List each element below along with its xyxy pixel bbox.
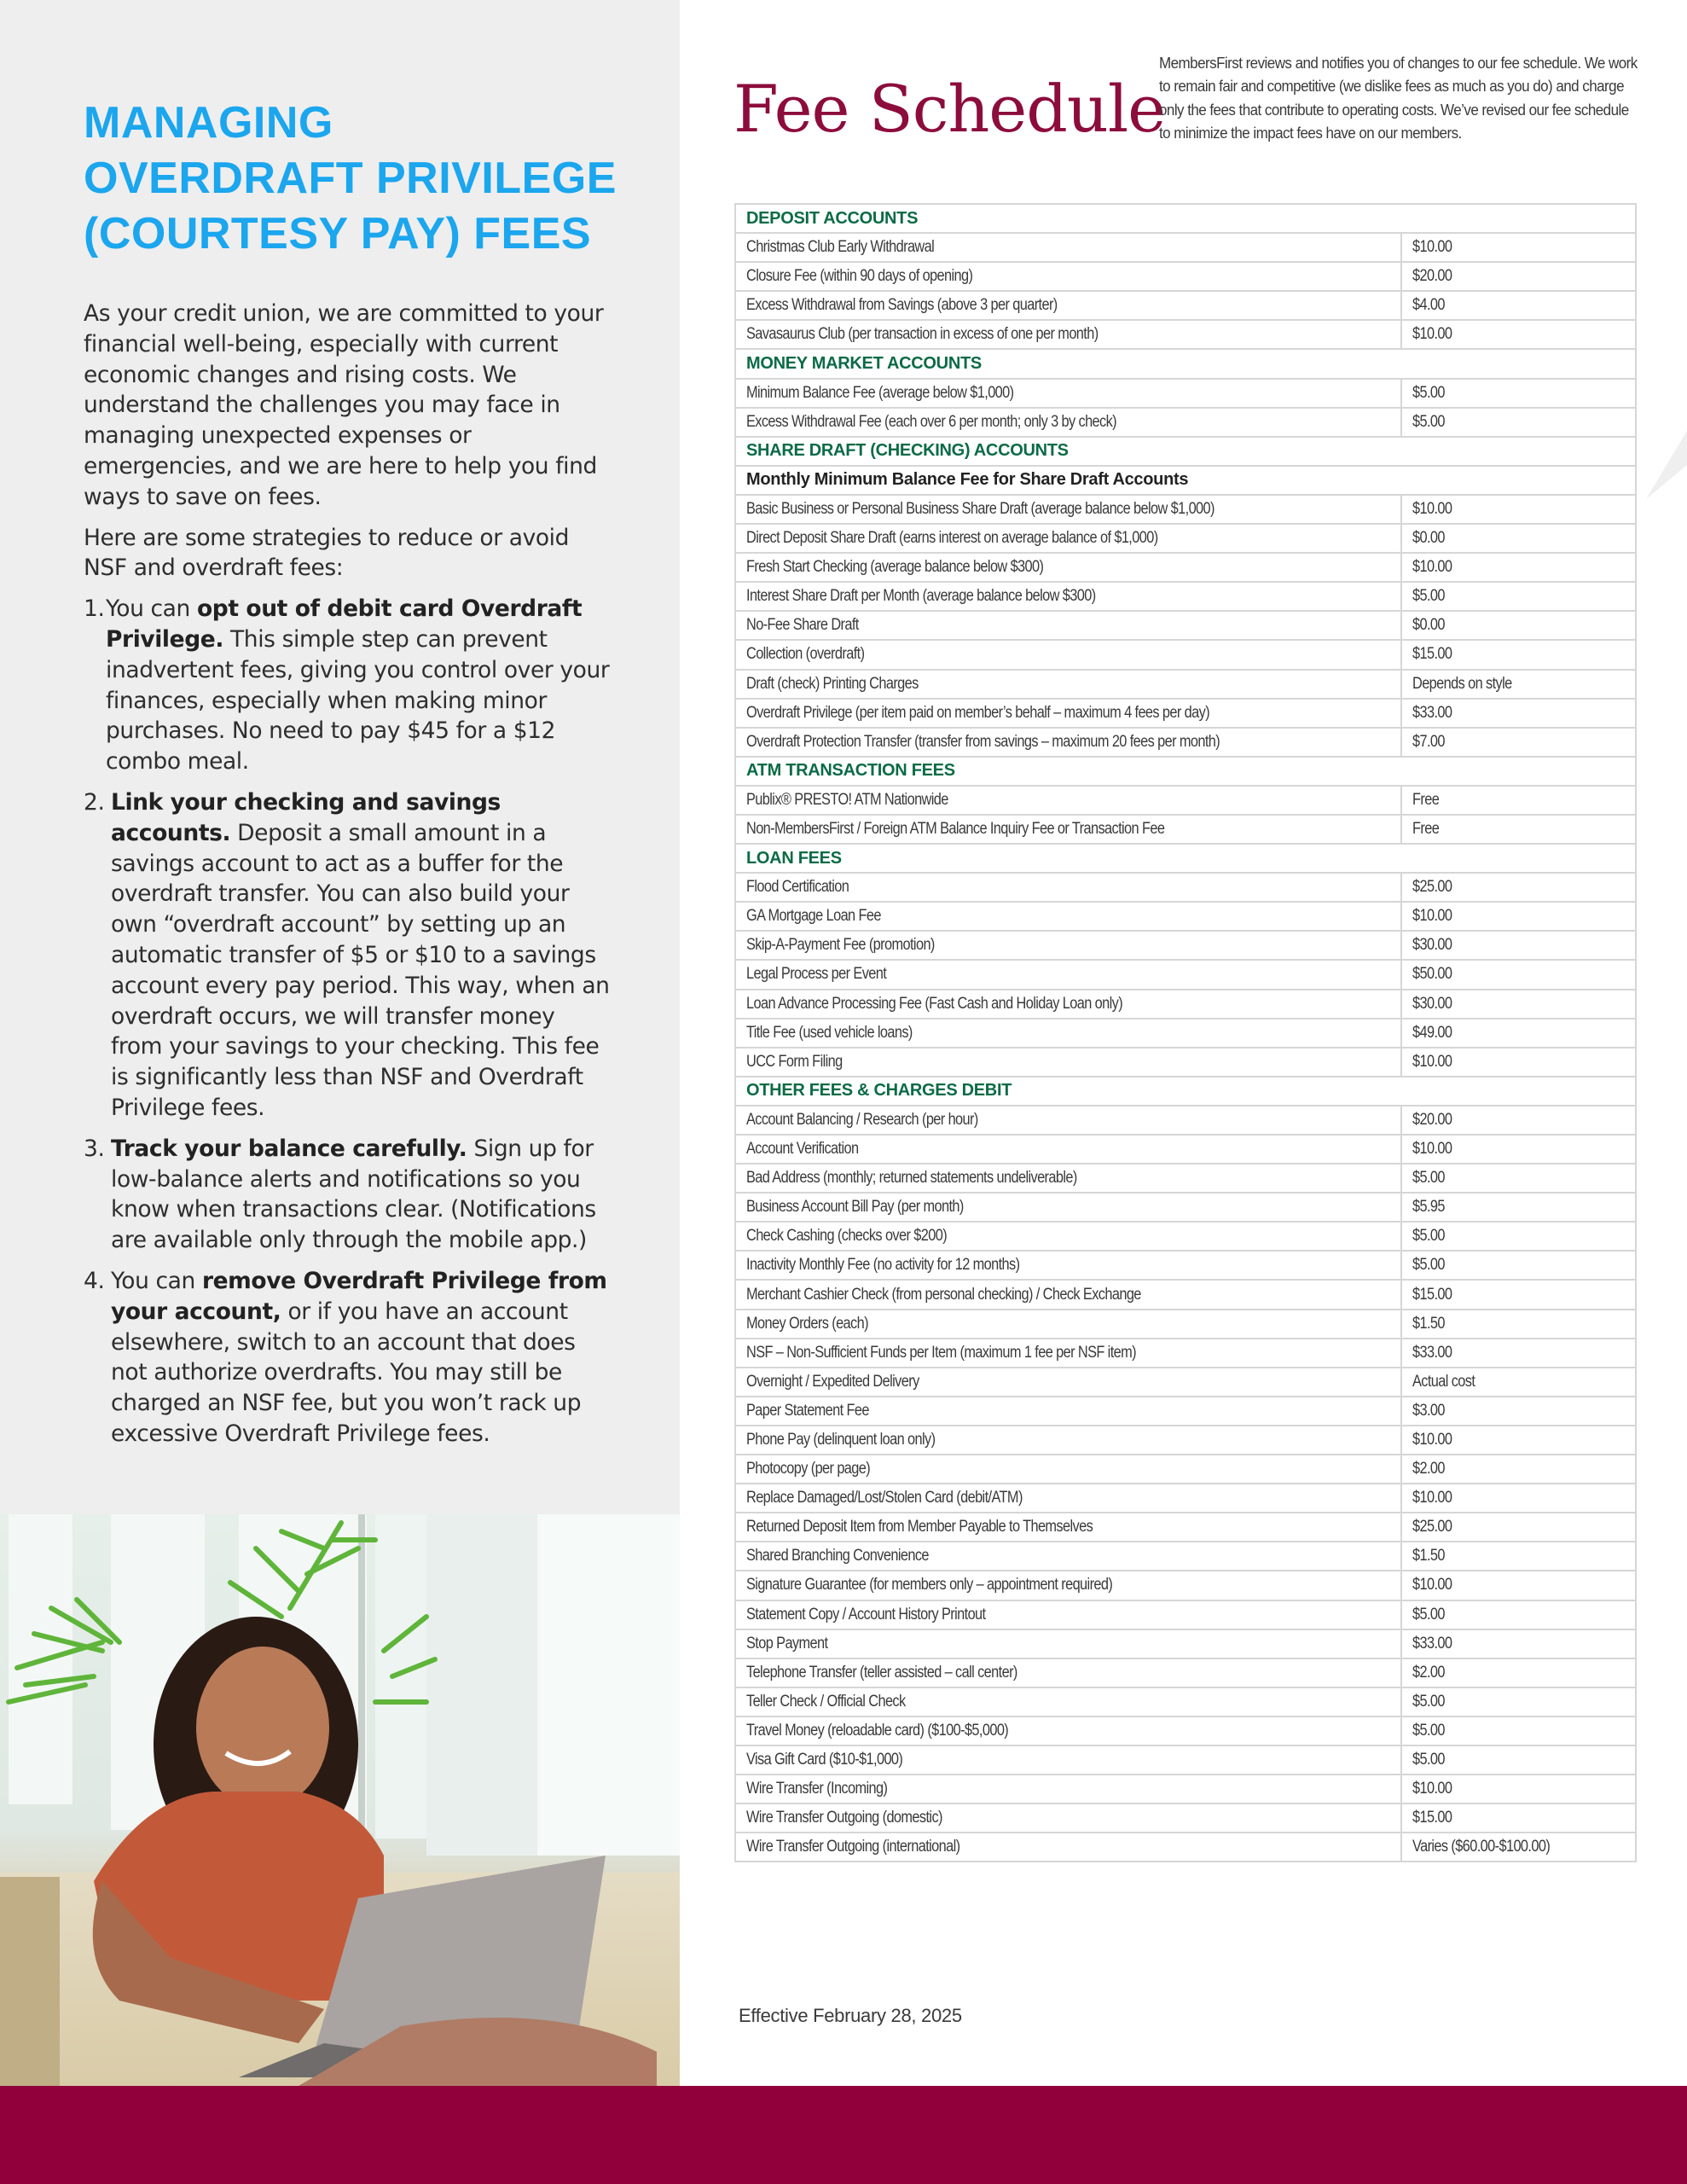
fee-label-cell: [735, 1019, 1401, 1048]
fee-value: $5.00: [1412, 1751, 1446, 1769]
fee-value: $33.00: [1412, 1634, 1452, 1653]
section-heading: LOAN FEES: [735, 844, 1636, 873]
fee-row: [735, 1251, 1636, 1280]
strategy-item: [84, 1134, 612, 1256]
fee-label: Excess Withdrawal from Savings (above 3 per quarter): [746, 296, 1058, 315]
fee-value: $5.00: [1412, 1605, 1446, 1623]
strategies-intro: Here are some strategies to reduce or avoid NSF and overdraft fees:: [84, 524, 570, 582]
strategy-text: or if you have an account elsewhere, switch to an account that does not authorize overdrafts. You may still be charged an NSF fee, but you won’t rack up excessive Overdraft Privilege fees.: [111, 1298, 582, 1447]
fee-value-cell: [1401, 640, 1636, 669]
fee-label: Telephone Transfer (teller assisted – call center): [746, 1663, 1017, 1682]
strategy-highlight: Track your balance carefully.: [111, 1135, 467, 1162]
fee-value-cell: [1401, 582, 1636, 611]
fee-label-cell: [735, 495, 1401, 524]
fee-row: [735, 1484, 1636, 1513]
overdraft-body: [84, 299, 612, 1460]
fee-label-cell: [735, 1280, 1401, 1309]
fee-value: $10.00: [1412, 499, 1452, 518]
fee-label-cell: [735, 873, 1401, 902]
fee-row: [735, 1164, 1636, 1193]
fee-row: [735, 320, 1636, 349]
fee-label: Money Orders (each): [746, 1314, 868, 1333]
fee-label: Non-MembersFirst / Foreign ATM Balance Inquiry Fee or Transaction Fee: [746, 820, 1165, 839]
fee-row: [735, 1804, 1636, 1833]
fee-row: [735, 582, 1636, 611]
fee-label: GA Mortgage Loan Fee: [746, 907, 881, 926]
fee-label: Returned Deposit Item from Member Payable to Themselves: [746, 1518, 1093, 1536]
fee-value-cell: [1401, 1745, 1636, 1774]
fee-value-cell: [1401, 408, 1636, 437]
fee-label: Account Balancing / Research (per hour): [746, 1110, 978, 1129]
fee-row: [735, 1629, 1636, 1658]
fee-value-cell: [1401, 670, 1636, 699]
fee-label: Closure Fee (within 90 days of opening): [746, 267, 973, 286]
fee-value-cell: [1401, 1251, 1636, 1280]
section-header-row: [735, 204, 1636, 233]
fee-schedule-title: Fee Schedule: [733, 71, 1166, 147]
fee-value: $0.00: [1412, 529, 1446, 548]
fee-value: $10.00: [1412, 325, 1452, 344]
fee-value: $20.00: [1412, 267, 1452, 286]
fee-row: [735, 379, 1636, 408]
fee-value-cell: [1401, 1774, 1636, 1804]
fee-value: Actual cost: [1412, 1372, 1475, 1391]
fee-label: No-Fee Share Draft: [746, 616, 859, 635]
fee-row: [735, 902, 1636, 931]
fee-label: Wire Transfer (Incoming): [746, 1780, 888, 1798]
fee-label: Collection (overdraft): [746, 645, 865, 664]
fee-label: Minimum Balance Fee (average below $1,000): [746, 383, 1014, 402]
fee-value-cell: [1401, 1687, 1636, 1716]
fee-row: [735, 1513, 1636, 1542]
fee-label: Photocopy (per page): [746, 1460, 871, 1478]
strategy-highlight: remove Overdraft Privilege from your account,: [111, 1267, 607, 1325]
heading-line: OVERDRAFT PRIVILEGE: [84, 154, 617, 203]
fee-label: Interest Share Draft per Month (average balance below $300): [746, 587, 1096, 606]
fee-value: $30.00: [1412, 936, 1452, 955]
fee-label-cell: [735, 524, 1401, 553]
section-header-row: [735, 844, 1636, 873]
fee-label-cell: [735, 902, 1401, 931]
fee-value: $4.00: [1412, 296, 1446, 315]
fee-label-cell: [735, 1658, 1401, 1687]
fee-schedule-table: [734, 203, 1637, 1862]
fee-label-cell: [735, 262, 1401, 291]
fee-value: $5.00: [1412, 412, 1446, 431]
fee-row: [735, 1833, 1636, 1862]
fee-label-cell: [735, 1600, 1401, 1629]
fee-value: Free: [1412, 790, 1440, 809]
subsection-heading: Monthly Minimum Balance Fee for Share Draft Accounts: [735, 466, 1636, 495]
fee-value: $2.00: [1412, 1663, 1446, 1682]
fee-label-cell: [735, 582, 1401, 611]
fee-row: [735, 1658, 1636, 1687]
fee-row: [735, 524, 1636, 553]
fee-value: $5.95: [1412, 1198, 1446, 1217]
fee-label: Draft (check) Printing Charges: [746, 674, 919, 693]
fee-label-cell: [735, 960, 1401, 989]
fee-label-cell: [735, 233, 1401, 262]
strategy-number: 2.: [84, 788, 105, 816]
fee-value-cell: [1401, 1048, 1636, 1077]
fee-value-cell: [1401, 1397, 1636, 1426]
strategy-prefix: You can: [111, 1267, 202, 1294]
fee-row: [735, 1019, 1636, 1048]
strategy-item: [84, 787, 612, 1124]
fee-value: $10.00: [1412, 1430, 1452, 1449]
fee-row: [735, 611, 1636, 640]
fee-label: Savasaurus Club (per transaction in excess of one per month): [746, 325, 1099, 344]
fee-value-cell: [1401, 1804, 1636, 1833]
fee-label-cell: [735, 1339, 1401, 1368]
fee-label: Stop Payment: [746, 1634, 828, 1653]
fee-row: [735, 1600, 1636, 1629]
fee-row: [735, 1339, 1636, 1368]
fee-value-cell: [1401, 553, 1636, 582]
fee-label: Replace Damaged/Lost/Stolen Card (debit/ATM): [746, 1489, 1023, 1507]
fee-label-cell: [735, 670, 1401, 699]
fee-label: Inactivity Monthly Fee (no activity for 12 months): [746, 1256, 1020, 1275]
fee-value: $10.00: [1412, 558, 1452, 577]
intro-paragraph: As your credit union, we are committed to your financial well-being, especially with current economic changes and rising costs. We understand the challenges you may face in managing unexpected expenses or emergencies, and we are here to help you find ways to save on fees.: [84, 300, 604, 510]
footer-band: [0, 2086, 1687, 2184]
fee-label: Christmas Club Early Withdrawal: [746, 238, 935, 257]
fee-label: Account Verification: [746, 1140, 859, 1159]
fee-row: [735, 1368, 1636, 1397]
fee-row: [735, 960, 1636, 989]
fee-row: [735, 1193, 1636, 1222]
fee-row: [735, 1745, 1636, 1774]
fee-label: UCC Form Filing: [746, 1052, 843, 1071]
fee-label-cell: [735, 1397, 1401, 1426]
fee-value: $49.00: [1412, 1023, 1452, 1042]
fee-label-cell: [735, 1426, 1401, 1455]
fee-value-cell: [1401, 1222, 1636, 1251]
fee-value: $10.00: [1412, 907, 1452, 926]
fee-label-cell: [735, 1455, 1401, 1484]
fee-row: [735, 786, 1636, 815]
fee-label: Skip-A-Payment Fee (promotion): [746, 936, 935, 955]
fee-label: Wire Transfer Outgoing (domestic): [746, 1809, 942, 1827]
fee-row: [735, 408, 1636, 437]
fee-label: Travel Money (reloadable card) ($100-$5,000): [746, 1721, 1009, 1740]
subsection-header-row: [735, 466, 1636, 495]
fee-value-cell: [1401, 1164, 1636, 1193]
fee-schedule-intro: MembersFirst reviews and notifies you of changes to our fee schedule. We work to remain fair and competitive (we dislike fees as much as you do) and charge only the fees that contribute to operating costs. We’ve revised our fee schedule to minimize the impact fees have on our members.: [1159, 54, 1638, 142]
fee-label: Check Cashing (checks over $200): [746, 1227, 948, 1246]
section-heading: ATM TRANSACTION FEES: [735, 757, 1636, 786]
fee-label: Business Account Bill Pay (per month): [746, 1198, 964, 1217]
fee-row: [735, 262, 1636, 291]
fee-value-cell: [1401, 902, 1636, 931]
fee-value-cell: [1401, 1368, 1636, 1397]
fee-label-cell: [735, 1687, 1401, 1716]
fee-label-cell: [735, 1513, 1401, 1542]
fee-label: NSF – Non-Sufficient Funds per Item (maximum 1 fee per NSF item): [746, 1343, 1136, 1362]
fee-row: [735, 1571, 1636, 1600]
fee-value-cell: [1401, 524, 1636, 553]
woman-figure: [43, 1600, 657, 2086]
fee-value: $5.00: [1412, 383, 1446, 402]
strategy-prefix: You can: [106, 595, 197, 623]
fee-value-cell: [1401, 1629, 1636, 1658]
decorative-triangle-icon: [1646, 431, 1687, 499]
fee-value: $33.00: [1412, 703, 1452, 722]
fee-value-cell: [1401, 1280, 1636, 1309]
fee-label-cell: [735, 1833, 1401, 1862]
fee-label-cell: [735, 1484, 1401, 1513]
fee-value-cell: [1401, 262, 1636, 291]
fee-label: Teller Check / Official Check: [746, 1692, 906, 1711]
fee-value: $10.00: [1412, 1489, 1452, 1507]
fee-label-cell: [735, 1716, 1401, 1745]
fee-label-cell: [735, 699, 1401, 728]
left-panel: [0, 0, 680, 1514]
fee-label-cell: [735, 1804, 1401, 1833]
fee-value: $10.00: [1412, 1576, 1452, 1594]
section-header-row: [735, 437, 1636, 466]
fee-row: [735, 931, 1636, 960]
fee-label-cell: [735, 1193, 1401, 1222]
section-heading: MONEY MARKET ACCOUNTS: [735, 349, 1636, 378]
fee-label-cell: [735, 1629, 1401, 1658]
fee-value: $5.00: [1412, 1169, 1446, 1188]
fee-value-cell: [1401, 1193, 1636, 1222]
fee-row: [735, 1135, 1636, 1164]
fee-value: $1.50: [1412, 1314, 1446, 1333]
fee-row: [735, 728, 1636, 757]
fee-label-cell: [735, 1368, 1401, 1397]
fee-value-cell: [1401, 815, 1636, 844]
fee-row: [735, 815, 1636, 844]
fee-label-cell: [735, 1106, 1401, 1135]
heading-line: MANAGING: [84, 98, 333, 148]
fee-row: [735, 553, 1636, 582]
fee-row: [735, 990, 1636, 1019]
fee-label: Title Fee (used vehicle loans): [746, 1023, 913, 1042]
fee-value: $15.00: [1412, 645, 1452, 664]
fee-row: [735, 1106, 1636, 1135]
fee-label: Basic Business or Personal Business Share Draft (average balance below $1,000): [746, 499, 1215, 518]
fee-value: $1.50: [1412, 1547, 1446, 1565]
fee-value-cell: [1401, 1716, 1636, 1745]
fee-label-cell: [735, 1222, 1401, 1251]
section-heading: DEPOSIT ACCOUNTS: [735, 204, 1636, 233]
fee-label-cell: [735, 379, 1401, 408]
fee-row: [735, 1716, 1636, 1745]
fee-label: Bad Address (monthly; returned statements undeliverable): [746, 1169, 1077, 1188]
fee-value: $30.00: [1412, 994, 1452, 1013]
fee-value-cell: [1401, 320, 1636, 349]
fee-label: Shared Branching Convenience: [746, 1547, 929, 1565]
fee-value: $5.00: [1412, 1721, 1446, 1740]
fee-row: [735, 1310, 1636, 1339]
fee-label: Statement Copy / Account History Printout: [746, 1605, 986, 1623]
fee-value: $15.00: [1412, 1809, 1452, 1827]
fee-label-cell: [735, 1251, 1401, 1280]
section-header-row: [735, 1077, 1636, 1106]
fee-label: Overdraft Privilege (per item paid on member’s behalf – maximum 4 fees per day): [746, 703, 1210, 722]
fee-value-cell: [1401, 1600, 1636, 1629]
fee-value: $0.00: [1412, 616, 1446, 635]
strategy-text: This simple step can prevent inadvertent fees, giving you control over your finances, especially when making minor purchases. No need to pay $45 for a $12 combo meal.: [106, 625, 610, 775]
fee-label-cell: [735, 1774, 1401, 1804]
fee-row: [735, 640, 1636, 669]
fee-label: Overnight / Expedited Delivery: [746, 1372, 919, 1391]
strategy-text: Deposit a small amount in a savings account to act as a buffer for the overdraft transfer. You can also build your own “overdraft account” by setting up an automatic transfer of $5 or $10 to a savings account every pay period. This way, when an overdraft occurs, we will transfer money from your savings to your checking. This fee is significantly less than NSF and Overdraft Privilege fees.: [111, 819, 610, 1121]
fee-label-cell: [735, 815, 1401, 844]
woman-with-laptop-photo: [0, 1514, 680, 2086]
fee-label-cell: [735, 1135, 1401, 1164]
fee-value-cell: [1401, 1106, 1636, 1135]
fee-value-cell: [1401, 1484, 1636, 1513]
fee-label: Flood Certification: [746, 878, 849, 897]
fee-value: $15.00: [1412, 1285, 1452, 1304]
fee-value: $5.00: [1412, 1256, 1446, 1275]
fee-value-cell: [1401, 786, 1636, 815]
fee-label: Overdraft Protection Transfer (transfer from savings – maximum 20 fees per month): [746, 732, 1220, 751]
fee-value: $25.00: [1412, 1518, 1452, 1536]
fee-label: Paper Statement Fee: [746, 1401, 869, 1420]
fee-value-cell: [1401, 873, 1636, 902]
fee-label-cell: [735, 1745, 1401, 1774]
fee-label-cell: [735, 990, 1401, 1019]
fee-value: $5.00: [1412, 1227, 1446, 1246]
fee-label-cell: [735, 1310, 1401, 1339]
section-heading: OTHER FEES & CHARGES DEBIT: [735, 1077, 1636, 1106]
fee-label: Phone Pay (delinquent loan only): [746, 1430, 936, 1449]
fee-value-cell: [1401, 233, 1636, 262]
fee-value-cell: [1401, 1571, 1636, 1600]
fee-value-cell: [1401, 1426, 1636, 1455]
fee-row: [735, 873, 1636, 902]
fee-value: Depends on style: [1412, 674, 1513, 693]
fee-label-cell: [735, 408, 1401, 437]
fee-label: Loan Advance Processing Fee (Fast Cash and Holiday Loan only): [746, 994, 1123, 1013]
fee-value: $10.00: [1412, 238, 1452, 257]
fee-label: Excess Withdrawal Fee (each over 6 per month; only 3 by check): [746, 412, 1117, 431]
fee-value: $33.00: [1412, 1343, 1452, 1362]
fee-row: [735, 1542, 1636, 1571]
strategy-text: Sign up for low-balance alerts and notifications so you know when transactions clear. (Notifications are available only through the mobile app.): [111, 1135, 596, 1254]
fee-label-cell: [735, 931, 1401, 960]
fee-value: $7.00: [1412, 732, 1446, 751]
fee-row: [735, 233, 1636, 262]
fee-label-cell: [735, 553, 1401, 582]
fee-value-cell: [1401, 291, 1636, 320]
heading-line: (COURTESY PAY) FEES: [84, 209, 592, 258]
fee-value-cell: [1401, 699, 1636, 728]
fee-row: [735, 1397, 1636, 1426]
fee-value: $5.00: [1412, 1692, 1446, 1711]
fee-row: [735, 1048, 1636, 1077]
fee-value: Varies ($60.00-$100.00): [1412, 1838, 1551, 1856]
fee-value: $3.00: [1412, 1401, 1446, 1420]
fee-value: $10.00: [1412, 1140, 1452, 1159]
strategy-highlight: Link your checking and savings accounts.: [111, 788, 501, 846]
fee-row: [735, 1426, 1636, 1455]
section-heading: SHARE DRAFT (CHECKING) ACCOUNTS: [735, 437, 1636, 466]
fee-label-cell: [735, 611, 1401, 640]
fee-label: Visa Gift Card ($10-$1,000): [746, 1751, 903, 1769]
fee-label-cell: [735, 320, 1401, 349]
section-header-row: [735, 757, 1636, 786]
effective-date: Effective February 28, 2025: [739, 2005, 962, 2026]
fee-value: $5.00: [1412, 587, 1446, 606]
fee-value-cell: [1401, 1455, 1636, 1484]
fee-value-cell: [1401, 1513, 1636, 1542]
fee-value-cell: [1401, 728, 1636, 757]
fee-value-cell: [1401, 1833, 1636, 1862]
fee-value: $2.00: [1412, 1460, 1446, 1478]
fee-value-cell: [1401, 1542, 1636, 1571]
fee-value-cell: [1401, 960, 1636, 989]
fee-row: [735, 1774, 1636, 1804]
fee-label-cell: [735, 786, 1401, 815]
fee-row: [735, 495, 1636, 524]
fee-row: [735, 1455, 1636, 1484]
overdraft-heading: [84, 96, 646, 262]
strategy-item: [84, 1266, 612, 1449]
fee-label-cell: [735, 1571, 1401, 1600]
strategy-item: [84, 594, 612, 777]
fee-value: $20.00: [1412, 1110, 1452, 1129]
fee-value: $10.00: [1412, 1052, 1452, 1071]
fee-value-cell: [1401, 1339, 1636, 1368]
fee-value: Free: [1412, 820, 1440, 839]
fee-label-cell: [735, 1048, 1401, 1077]
fee-label-cell: [735, 1542, 1401, 1571]
fee-label: Signature Guarantee (for members only – appointment required): [746, 1576, 1113, 1594]
fee-row: [735, 670, 1636, 699]
fee-label: Direct Deposit Share Draft (earns interest on average balance of $1,000): [746, 529, 1158, 548]
fee-value: $50.00: [1412, 965, 1452, 984]
fee-row: [735, 291, 1636, 320]
strategy-number: 1.: [84, 595, 105, 623]
fee-row: [735, 1222, 1636, 1251]
fee-value-cell: [1401, 1019, 1636, 1048]
fee-label: Merchant Cashier Check (from personal checking) / Check Exchange: [746, 1285, 1141, 1304]
strategy-highlight: opt out of debit card Overdraft Privilege.: [106, 595, 583, 653]
fee-label-cell: [735, 640, 1401, 669]
fee-label: Fresh Start Checking (average balance below $300): [746, 558, 1044, 577]
strategies-list: [84, 594, 612, 1449]
fee-value-cell: [1401, 379, 1636, 408]
strategy-number: 3.: [84, 1135, 105, 1162]
fee-label-cell: [735, 291, 1401, 320]
fee-value-cell: [1401, 1310, 1636, 1339]
fee-value-cell: [1401, 931, 1636, 960]
section-header-row: [735, 349, 1636, 378]
fee-label: Legal Process per Event: [746, 965, 887, 984]
fee-label: Wire Transfer Outgoing (international): [746, 1838, 960, 1856]
fee-value: $25.00: [1412, 878, 1452, 897]
fee-row: [735, 1687, 1636, 1716]
fee-value-cell: [1401, 611, 1636, 640]
strategy-number: 4.: [84, 1267, 105, 1294]
fee-label: Publix® PRESTO! ATM Nationwide: [746, 790, 948, 809]
fee-label-cell: [735, 1164, 1401, 1193]
fee-value-cell: [1401, 495, 1636, 524]
fee-row: [735, 699, 1636, 728]
fee-value: $10.00: [1412, 1780, 1452, 1798]
fee-row: [735, 1280, 1636, 1309]
fee-value-cell: [1401, 1658, 1636, 1687]
fee-value-cell: [1401, 1135, 1636, 1164]
fee-label-cell: [735, 728, 1401, 757]
fee-value-cell: [1401, 990, 1636, 1019]
